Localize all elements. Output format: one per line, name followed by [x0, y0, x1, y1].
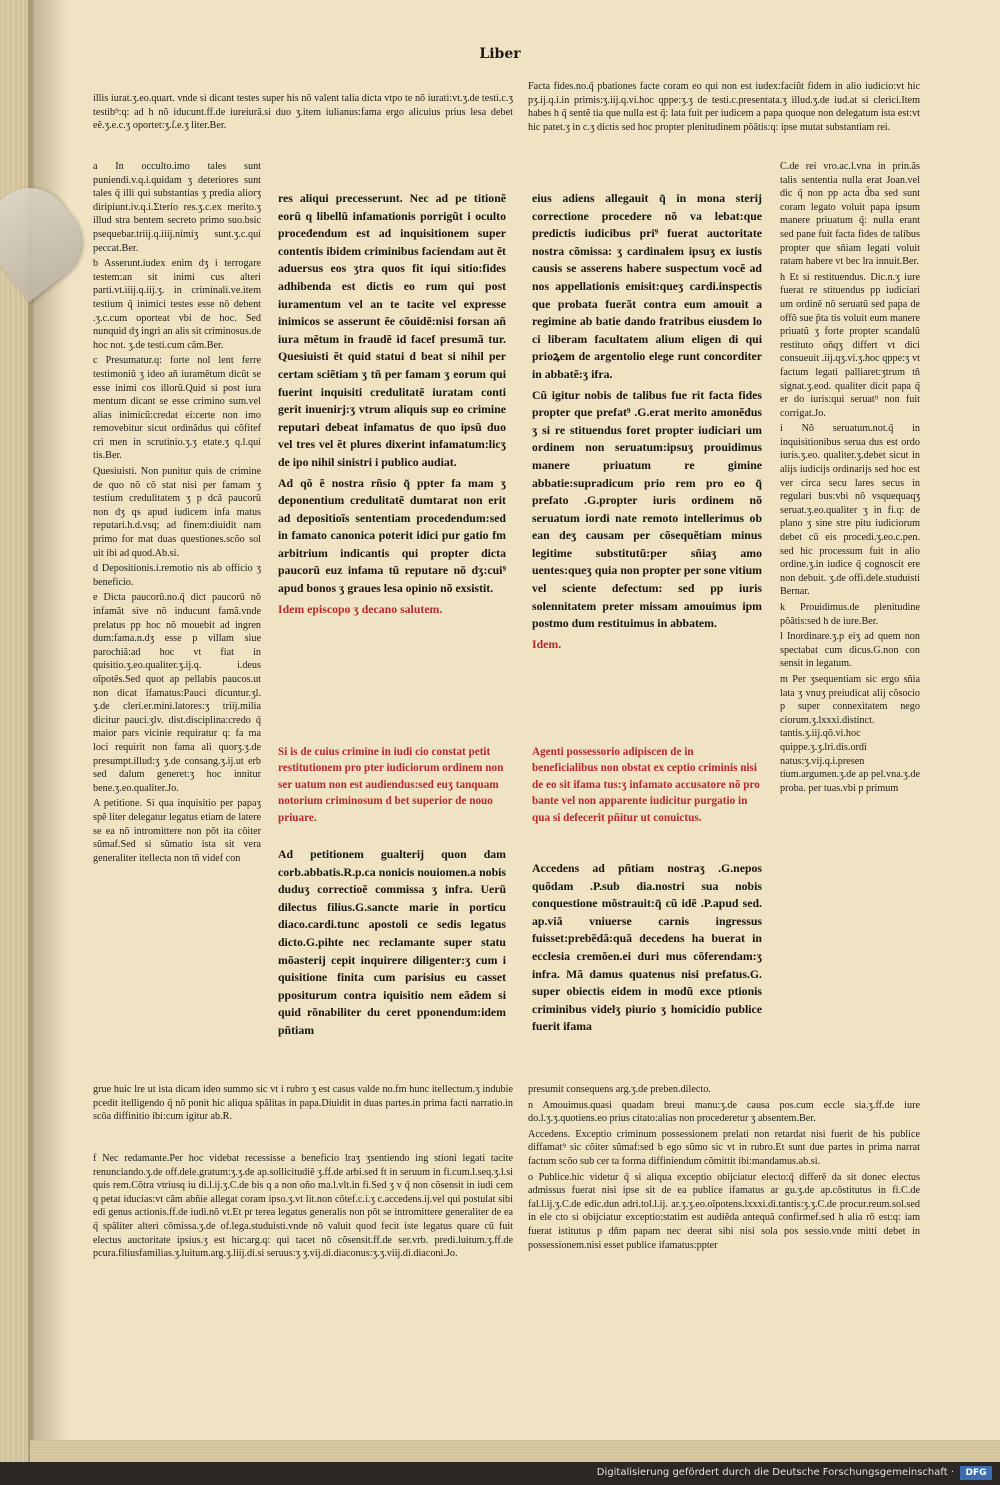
gloss-bottom-right: presumit consequens arg.ʒ.de preben.dilecto. n Amouimus.quasi quadam breui manu:ʒ.de causa pos.cum eccle sia.ʒ.ff.de iure do.l.ʒ.ʒ.quotiens.eo prius citato:alias non procederetur ʒ absentem.Ber. Accedens. Exceptio criminum possessionem prelati non retardat nisi fuerit de his publice diffamat⁹ sic cõiter sũmaf:sed b ego sũmo sic vt in rubro.Et sunt due partes in prima narrat factum scõo sub cer ta forma diffiniendum cõmittit ibi:mandamus.ab.si. o Publice.hic videtur q̃ si aliqua exceptio obijciatur electo:q̃ differẽ da sit donec electus admissus fuerat nisi ipse sit de ea publice ifamatus ar gu.ʒ.de ap.cõstitutus in fi.C.de fal.l.ij.ʒ.C.de edic.dun adri.tol.l.ij. ar.ʒ.ʒ.eo.oĩpotens.lxxxi.di.tantis:ʒ.ʒ.C.de procur.reum.sol.sed in ele cto si obijciatur exceptio:statim est audiẽda antequã confirmef.sed h alia rõ est:q: iam fuerat istitutus p dñm papam nec deerat sibi nisi sola pos sessio.vnde mitti debet in possessionem.nisi esset publice ifamatus:ppter [528, 1084, 920, 1251]
main-text-column-2: eius adiens allegauit q̃ in mona sterij correctione procedere nõ va lebat:que predictis iudicibus pri⁹ fuerat auctoritate nostra cõmissa: ʒ cardinalem ipsuʒ ex iustis causis se asserens habere suspectum vocẽ ad nos appellationis emisit:queʒ cardi.inspectis que probata fuerãt contra eum amouit a regimine ab batie dando fratribus eiusdem lo ci liberam facultatem alium eligen di qui prioꝝem de argentolio elege runt concorditer in abbatẽ:ʒ ifra. Cũ igitur nobis de talibus fue rit facta fides propter que prefat⁹ .G.erat merito amonẽdus ʒ si re stituendus foret propter iudiciari um ordinem non seruatum:ipsuʒ prouidimus manere priuatum re gimine abbatie:supradicum prio rem pro eo q̃ prefato .G.propter iuris ordinem nõ seruatum iordi nate remoto intellerimus ob ean deʒ causam per cõsequẽtiam minus legitime substitutũ:per sñiaʒ amo uentes:queʒ quia non propter per sone vitium vel sciente defectum: sed pp iuris solennitatem preter missam amouimus ipm postmo dum restituimus in abbatem. Idem. [532, 191, 762, 651]
footer-credit: Digitalisierung gefördert durch die Deutsche Forschungsgemeinschaft · [596, 1467, 954, 1478]
footer-bar [0, 1462, 1000, 1485]
gloss-top-left: illis iurat.ʒ.eo.quart. vnde si dicant testes super his nõ valent talia dicta vtpo te nõ iurati:vt.ʒ.de testi.c.ʒ testib⁹:q: ad h nõ iducunt.ff.de iureiurã.si duo ʒ.item iulianus:fama ergo alicuius prius lesa debet eẽ.ʒ.e.c.ʒ oportet:ʒ.ſ.e.ʒ liter.Ber. [93, 93, 513, 132]
gloss-right-column: C.de rei vro.ac.l.vna in prin.ãs talis sententia nulla erat Joan.vel dic q̃ non pp acta d̃ba sed sunt coram legato voluit papa ipsum manere priuatum q̃: nulla erant sed pane fuit facta fides de talibus propter que sñiam legati voluit ratam habere vt bec lra innuit.Ber. h Et si restituendus. Dic.n.ʒ iure fuerat re stituendus pp iudiciari um ordinẽ nõ seruatũ sed papa de offõ sue p̃ta tis voluit eum manere priuatũ ʒ forte propter scandalũ restituto oñqʒ differt vt dici consueuit .iij.qʒ.vi.ʒ.hoc qppe:ʒ vt factum legati palliaret:ʒtrum tñ signat.ʒ.eod. qualiter dicit papa q̃ er do iuris:qui seruat⁹ non fuit corrigat.Jo. i Nõ seruatum.not.q̃ in inquisitionibus serua dus est ordo iuris.ʒ.eo. qualiter.ʒ.debet sicut in alijs iudicijs ordinarijs sed hoc est ver circa secu lares secus in regulari bus:vbi nõ vsquequaqʒ seruat.ʒ.eo.qualiter ʒ in fi.q: de plano ʒ sine stre pitu iudiciorum debet cũ eis procedi.ʒ.eo.c.pen. sed hic processum fuit in alio ordine.ʒ.in iudice q̃ cognoscit ere non debuit. ʒ.de offi.dele.studuisti Bernar. k Prouidimus.de plenitudine põãtis:sed h de iure.Ber. l Inordinare.ʒ.p eiʒ ad quem non spectabat cum dicus.G.non con sensit in legatum. m Per ʒsequentiam sic ergo sñia lata ʒ vnuʒ preiudicat alij cõsocio p super connexitatem nego ciorum.ʒ.lxxxi.distinct. tantis.ʒ.iij.qõ.vi.hoc quippe.ʒ.ʒ.lri.dis.ordi natus:ʒ.vij.q.i.presen tium.argumen.ʒ.de ap pel.vna.ʒ.de proba. per tuas.vbi p primum [780, 161, 920, 794]
gloss-bottom-left: f Nec redamante.Per hoc videbat recessisse a beneficio lraʒ ʒsentiendo ing stioni legati tacite renunciando.ʒ.de off.dele.gratum:ʒ.ʒ.de ap.sollicitudiẽ ʒ.ff.de arbi.sed ft in seruum in fi.cum.l.seq.ʒ.l.si quis rem.Cõtra vtriusq iu di.l.ij.ʒ.C.de bis q a non oño ma.l.vlt.in fi.Sed ʒ v q̃ non cõsensit in iudi cem q petat iducias:vt cãm abñie allegat coram ipso.ʒ.vt lit.non cõtef.c.i.ʒ c.accedens.ij.vel qui postulat sibi edi genus actionis.ff.de iudi.nõ vt.Et pr terea legatus generalis non põt se intromittere generaliter de ea q̃ spãliter alteri cõmissa.ʒ.de of.lega.studuisti.vnde nõ valuit quod fecit iste legatus quare cũ fuit electus auctoritate ipsius.ʒ est hic:arg.q: qui tacet nõ cõsensit.ff.de ser.vrb. predi.luitum.ʒ.ff.de pcura.filiusfamilias.ʒ.luitum.arg.ʒ.liij.di.si seruus:ʒ ʒ.vij.di.diaconus:ʒ.ʒ.viij.di.diaconi.Jo. [93, 1153, 513, 1260]
rubric-column-1: Si is de cuius crimine in iudi cio constat petit restitutionem pro pter iudiciorum ordinem non ser uatum non est audiendus:sed euʒ tanquam notorium criminosum d bet superior de nouo priuare. [278, 746, 504, 824]
dfg-logo: DFG [960, 1466, 992, 1480]
gloss-top-right: Facta fides.no.q̃ pbationes facte coram eo qui non est iudex:faciũt fidem in alio iudicio:vt hic pʒ.ij.q.i.in primis:ʒ.iij.q.vi.hoc qppe:ʒ.ʒ de testi.c.presentata.ʒ illud.ʒ.de iud.at si clerici.Item habes h q̃ sentẽ tia que nulla est q̃: lata fuit per iudicem a papa quoque non delegatum ista est:vt hic patet.ʒ in c.ʒ dictis sed hoc propter plenitudinem põãtis:q: ipse mutat substantiam rei. [528, 81, 920, 133]
main-text-column-1: res aliqui precesserunt. Nec ad pe titionẽ eorũ q libellũ infamationis porrigũt i oculto proceđendum est ad inquisitionem super contentis ibidem criminibus faciendam aut ẽt aduersus eos ʒtra quos fit iqui sitio:fides adhibenda est dictis eo rum qui post iuramentum vel an te tacite vel expresse inimicos se asserunt ẽe cõuidẽ:nisi forsan añ iura mẽtum in fraudẽ id facef presumã tur. Quesiuisti ẽt quid statui d beat si nihil per certam sciẽtiam ʒ tñ per famam ʒ eorum qui fuerint inquisiti credulitatẽ iuratam conti gerit inuenirj:ʒ vtrum aliquis sup eo crimine reputari debeat infamatus de quo ipsũ duo vel tres vel ẽt plures dixerint infamatum:licʒ de ipo nihil sinistri i publico audiat. Ad qõ ẽ nostra rñsio q̃ ppter fa mam ʒ deponentium credulitatẽ dumtarat non erit ad depositioĩs sententiam procedendum:sed in famato canonica poterit idici pur gatio fm arbitrium indicantis qui propter dicta paucorũ euz infama tũ reputare nõ dʒ:cui⁹ apud bonos ʒ graues lesa opinio nõ exsistit. Idem episcopo ʒ decano salutem. [278, 191, 506, 616]
gloss-wide-bottom: grue huic lre ut ista dicam ideo summo sic vt i rubro ʒ est casus valde no.fm hunc itellectum.ʒ indubie pcedit itelligendo q̃ nõ ponit hic aliqua spãlitas in papa.Diuidit in duas partes.in prima facti narratio.in scõa diffinitio ibi:cum igitur ab.R. [93, 1084, 513, 1123]
running-head: Liber [479, 46, 521, 62]
main-text-column-1b: Ad petitionem gualterij quon dam corb.abbatis.R.p.ca nonicis nouiomen.a nobis duduʒ correctioẽ commissa ʒ infra. Uerũ dilectus filius.G.sancte marie in porticu diaco.cardi.tunc apostoli ce sedis legatus dicto.G.pihte nec reclamante super statu mõasterij cepit inquirere diligenter:ʒ cum i quisitione finita cum parisius eu casset ppositurum contra iquisitio nem eãdem si quid rõnabiliter du ceret pponendum:idem pñtiam [278, 847, 506, 1037]
bookmark-strip [0, 172, 97, 302]
gloss-left-column: a In occulto.imo tales sunt puniendi.v.q.i.quidam ʒ deteriores sunt tales q̃ illi qui substantias ʒ predia aliorʒ diripiunt.iv.q.i.Σterio res.ʒ.c.ex merito.ʒ illud stra bentem secreto primo suo.bsic psequebar.triij.q.iiij.nimiʒ sunt.ʒ.c.qui peccat.Ber. b Asserunt.iudex enim dʒ i terrogare testem:an sit inimi cus alteri parti.vt.iiij.q.iij.ʒ. in criminali.ve.item testium q̃ inimici testes esse nõ debent .ʒ.c.cum oporteat vbi de hoc. Sed nunquid dʒ ingri an alis sit criminosus.de hoc not. ʒ.de testi.cum cãm.Ber. c Presumatur.q: forte nol lent ferre testimoniũ ʒ ideo añ iuramẽtum dicũt se esse inimi cos illorũ.Quid si post iura mentum dicant se esse crimino sum.vel alias inimicũ:credat ei:certe non imo removebitur sicut ordinãdus qui cõfitef cri men in scrutinio.ʒ.ʒ etate.ʒ q.l.qui tis.Ber. Quesiuisti. Non punitur quis de crimine de quo nõ cõ stat nisi per famam ʒ testium credulitatem ʒ p dcã paucorũ non dʒ qs apud iudicem infa matus reputari.h.d.vsq; ad finem:diuidit nam primo for mat duas questiones.scõo sol uit ibi ad quod.Ab.si. d Depositionis.i.remotio nis ab officio ʒ beneficio. e Dicta paucorũ.no.q̃ dict paucorũ nõ infamãt sive nõ inducunt famã.vnde prelatus pp hoc nõ mouebit ad ingren dum:fama.n.dʒ esse p villam siue parochiã:ad hoc vt fiat in quisitio.ʒ.eo.qualiter.ʒ.ij.q. i.deus oĩpotẽs.Sed quot ap pellabis paucos.ut non dicat ĩfamatus:Pauci dicuntur.ʒl. ʒ.de cleri.er.mini.latores:ʒ triij.milia dicitur pauci.ʒlv. dist.disciplina:credo q̃ maior pars vicinie requiratur q: fa ma loci requirit non fama ali quorʒ.ʒ.de presumpt.illud:ʒ ʒ.de consang.ʒ.ij.ut erb sed dalum generet:ʒ hoc innitur bene.ʒ.eo.qualiter.Jo. A petitione. Si qua inquisitio per papaʒ spẽ liter delegatur legatus etiam de latere se ea nõ intromittere non põt ita cõiter sũmaf.Sed si sũmatio ista sit vera generaliter itellecta non tñ videf con [93, 161, 261, 864]
page-bottom-edge [30, 1440, 1000, 1462]
rubric-column-2: Agenti possessorio adipiscen de in beneficialibus non obstat ex ceptio criminis nisi de eo sit ifama tus:ʒ infamato accusatore nõ pro bante vel non apparente iudicitur purgatio in qua si defecerit pñitur ut conuictus. [532, 746, 760, 824]
main-text-column-2b: Accedens ad pñtiam nostraʒ .G.nepos quõdam .P.sub dia.nostri sua nobis conquestione mõstrauit:q̃ cũ idẽ .P.apud sed. ap.viã vniuerse carnis ingressus fuisset:prebẽdã:quã decedens ha buerat in ecclesia cremõen.ei duri mus cõferendam:ʒ infra. Mã damus quatenus nisi prefatus.G. super obiectis eidem in modũ exce ptionis criminibus videlʒ piurio ʒ homicidio publice fuerit ifama [532, 861, 762, 1034]
